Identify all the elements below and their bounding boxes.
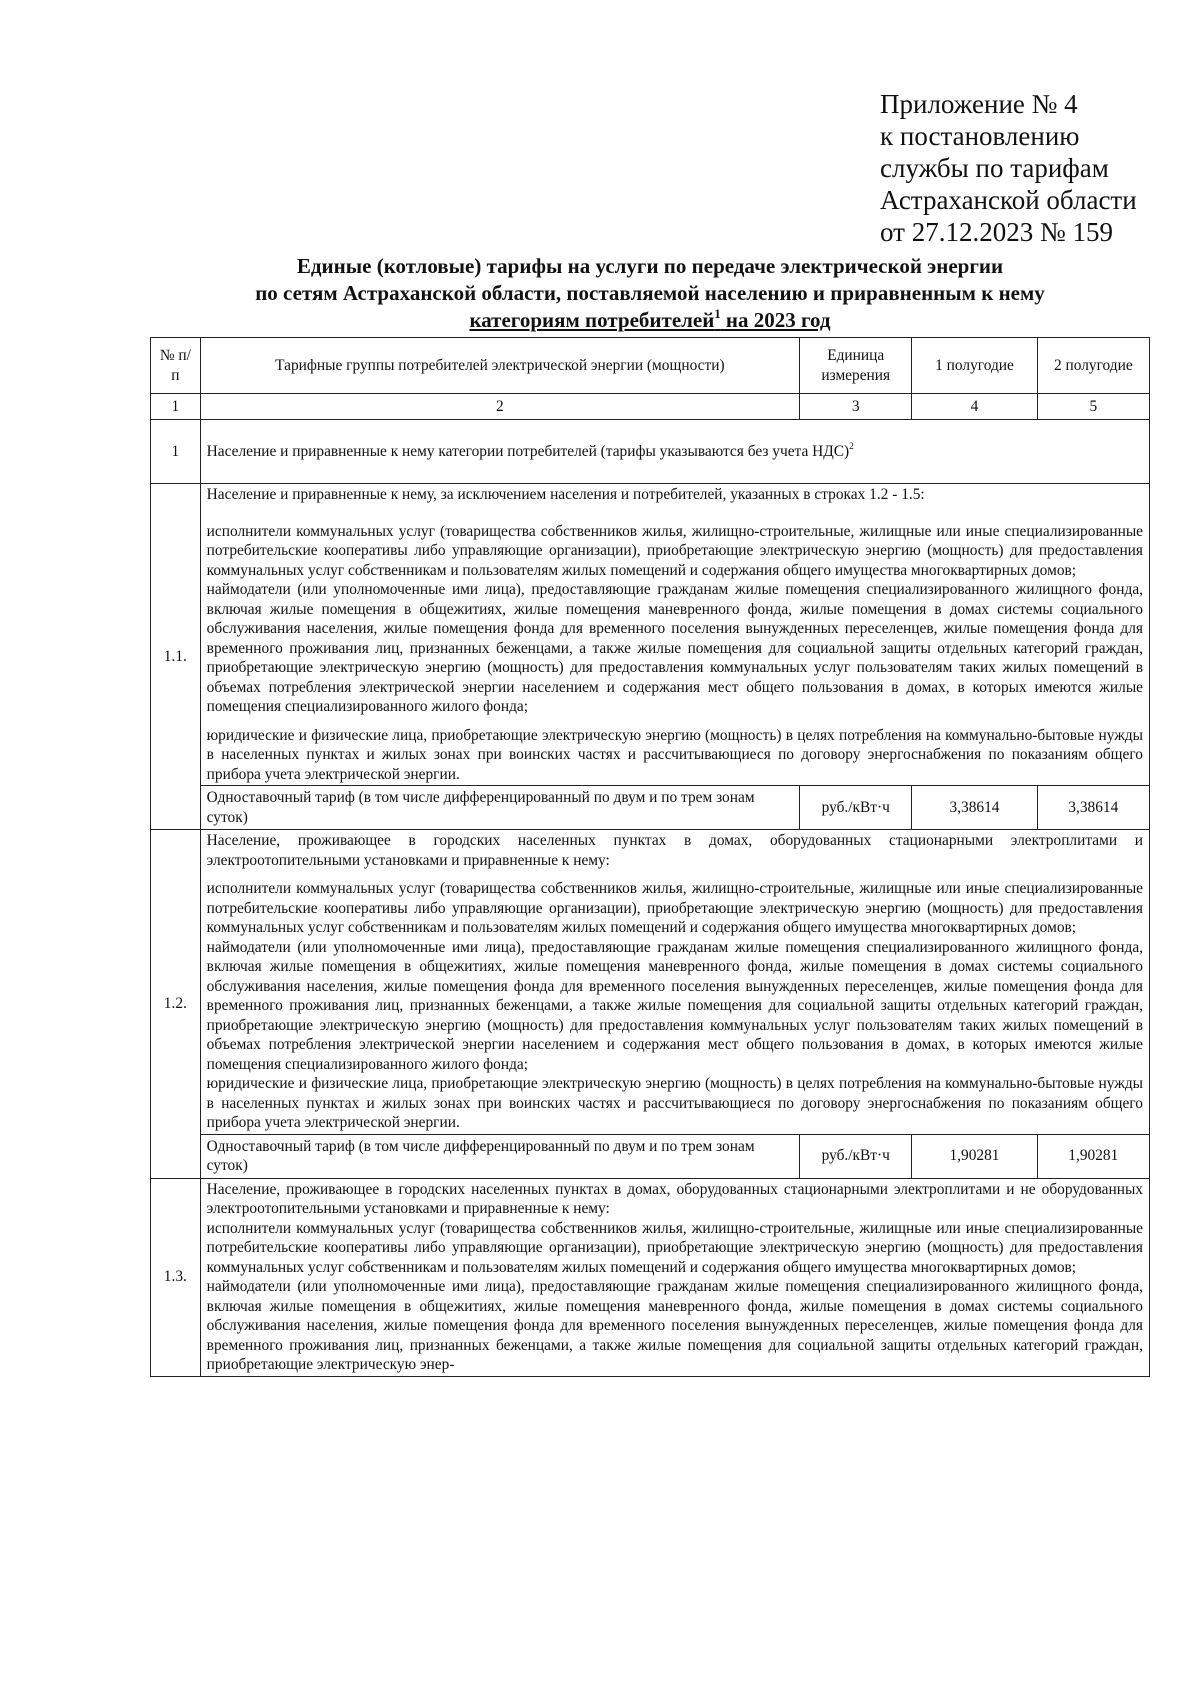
document-title — [150, 253, 1150, 334]
row-1-2-num: 1.2. — [151, 830, 201, 1179]
colnum-4: 4 — [912, 394, 1037, 420]
header-num: № п/п — [151, 338, 201, 394]
tariff-table — [150, 337, 1150, 1377]
appendix-line-4: Астраханской области — [880, 185, 1137, 215]
row-1-2-tariff-text: Одноставочный тариф (в том числе дифференцированный по двум и по трем зонам суток) — [206, 1137, 755, 1174]
row-1-2-unit: руб./кВт·ч — [800, 1134, 912, 1178]
title-line-3-year: на 2023 год — [720, 308, 831, 332]
row-1-3-intro: Население, проживающее в городских населенных пунктах в домах, оборудованных стационарными электроплитами и не оборудованных электроотопительными установками и приравненные к нему: — [206, 1180, 1143, 1217]
title-line-2: по сетям Астраханской области, поставляемой населению и приравненным к нему — [255, 281, 1045, 305]
footnote-mark-2: 2 — [849, 440, 854, 451]
column-number-row — [151, 394, 1150, 420]
row-1-1-para-3: юридические и физические лица, приобретающие электрическую энергию (мощность) в целях потребления на коммунально-бытовые нужды в населенных пунктах и жилых зонах при воинских частях и рассчитывающиеся по договору энергоснабжения по показаниям общего прибора учета электрической энергии. — [206, 726, 1143, 783]
colnum-1: 1 — [151, 394, 201, 420]
row-1-2-para-2: наймодатели (или уполномоченные ими лица), предоставляющие гражданам жилые помещения специализированного жилищного фонда, включая жилые помещения в общежитиях, жилые помещения маневренного фонда, жилые помещения в домах системы социального обслуживания населения, жилые помещения фонда для временного поселения вынужденных переселенцев, жилые помещения фонда для временного проживания лиц, признанных беженцами, а также жилые помещения для социальной защиты отдельных категорий граждан, приобретающие электрическую энергию (мощность) для предоставления коммунальных услуг пользователям таких жилых помещений в объемах потребления электрической энергии населением и содержания мест общего пользования в домах, в которых имеются жилые помещения специализированного жилого фонда; — [206, 938, 1143, 1073]
row-1-3-text — [200, 1178, 1149, 1376]
row-1-1-value-1: 3,38614 — [912, 786, 1037, 830]
row-1-1-num: 1.1. — [151, 484, 201, 830]
row-1-2-value-1: 1,90281 — [912, 1134, 1037, 1178]
row-1-2-para-1: исполнители коммунальных услуг (товарищества собственников жилья, жилищно-строительные, жилищные или иные специализированные потребительские кооперативы либо управляющие организации), приобретающие электрическую энергию (мощность) для предоставления коммунальных услуг собственникам и пользователям жилых помещений и содержания общего имущества многоквартирных домов; — [206, 880, 1143, 936]
row-1-1-tariff — [151, 786, 1150, 830]
row-1-1-para-1: исполнители коммунальных услуг (товарищества собственников жилья, жилищно-строительные, жилищные или иные специализированные потребительские кооперативы либо управляющие организации), приобретающие электрическую энергию (мощность) для предоставления коммунальных услуг собственникам и пользователям жилых помещений и содержания общего имущества многоквартирных домов; — [206, 522, 1143, 579]
header-half-1: 1 полугодие — [912, 338, 1037, 394]
colnum-2: 2 — [200, 394, 799, 420]
row-1-3-para-2: наймодатели (или уполномоченные ими лица), предоставляющие гражданам жилые помещения специализированного жилищного фонда, включая жилые помещения в общежитиях, жилые помещения маневренного фонда, жилые помещения в домах системы социального обслуживания населения, жилые помещения фонда для временного поселения вынужденных переселенцев, жилые помещения фонда для временного проживания лиц, признанных беженцами, а также жилые помещения для социальной защиты отдельных категорий граждан, приобретающие электрическую энер- — [206, 1278, 1143, 1373]
row-1-2-value-2: 1,90281 — [1037, 1134, 1149, 1178]
row-1-1-para-2: наймодатели (или уполномоченные ими лица), предоставляющие гражданам жилые помещения специализированного жилищного фонда, включая жилые помещения в общежитиях, жилые помещения маневренного фонда, жилые помещения в домах системы социального обслуживания населения, жилые помещения фонда для временного поселения вынужденных переселенцев, жилые помещения фонда для временного проживания лиц, признанных беженцами, а также жилые помещения для социальной защиты отдельных категорий граждан, приобретающие электрическую энергию (мощность) для предоставления коммунальных услуг пользователям таких жилых помещений в объемах потребления электрической энергии населением и содержания мест общего пользования в домах, в которых имеются жилые помещения специализированного жилого фонда; — [206, 581, 1143, 715]
row-1-1-desc — [151, 484, 1150, 786]
row-1-2-text — [200, 830, 1149, 1135]
header-groups: Тарифные группы потребителей электрической энергии (мощности) — [200, 338, 799, 394]
header-unit: Единица измерения — [800, 338, 912, 394]
header-row — [151, 338, 1150, 394]
row-1-3-para-1: исполнители коммунальных услуг (товарищества собственников жилья, жилищно-строительные, жилищные или иные специализированные потребительские кооперативы либо управляющие организации), приобретающие электрическую энергию (мощность) для предоставления коммунальных услуг собственникам и пользователям жилых помещений и содержания общего имущества многоквартирных домов; — [206, 1219, 1143, 1276]
row-1-2-intro: Население, проживающее в городских населенных пунктах в домах, оборудованных стационарными электроплитами и электроотопительными установками и приравненные к нему: — [206, 832, 1143, 869]
appendix-block — [880, 88, 1137, 248]
section-1-text — [200, 420, 1149, 484]
colnum-5: 5 — [1037, 394, 1149, 420]
row-1-1-tariff-text: Одноставочный тариф (в том числе дифференцированный по двум и по трем зонам суток) — [206, 789, 755, 826]
title-line-3 — [150, 307, 1150, 334]
section-1-row — [151, 420, 1150, 484]
row-1-3-desc — [151, 1178, 1150, 1376]
row-1-1-tariff-label — [200, 786, 799, 830]
row-1-2-tariff — [151, 1134, 1150, 1178]
section-1-label: Население и приравненные к нему категории потребителей (тарифы указываются без учета НДС) — [206, 442, 850, 460]
title-line-1: Единые (котловые) тарифы на услуги по передаче электрической энергии — [296, 254, 1004, 278]
colnum-3: 3 — [800, 394, 912, 420]
appendix-line-5: от 27.12.2023 № 159 — [880, 217, 1113, 247]
row-1-2-desc — [151, 830, 1150, 1135]
row-1-1-value-2: 3,38614 — [1037, 786, 1149, 830]
footnote-mark-1: 1 — [714, 306, 721, 321]
row-1-1-intro: Население и приравненные к нему, за исключением населения и потребителей, указанных в строках 1.2 - 1.5: — [206, 486, 925, 503]
row-1-3-num: 1.3. — [151, 1178, 201, 1376]
row-1-1-text — [200, 484, 1149, 786]
row-1-2-para-3: юридические и физические лица, приобретающие электрическую энергию (мощность) в целях потребления на коммунально-бытовые нужды в населенных пунктах и жилых зонах при воинских частях и рассчитывающиеся по договору энергоснабжения по показаниям общего прибора учета электрической энергии. — [206, 1075, 1143, 1131]
appendix-line-3: службы по тарифам — [880, 153, 1109, 183]
header-half-2: 2 полугодие — [1037, 338, 1149, 394]
row-1-1-unit: руб./кВт·ч — [800, 786, 912, 830]
section-1-num: 1 — [151, 420, 201, 484]
row-1-2-tariff-label — [200, 1134, 799, 1178]
title-line-3-text: категориям потребителей — [469, 308, 715, 332]
appendix-line-1: Приложение № 4 — [880, 89, 1078, 119]
appendix-line-2: к постановлению — [880, 121, 1080, 151]
